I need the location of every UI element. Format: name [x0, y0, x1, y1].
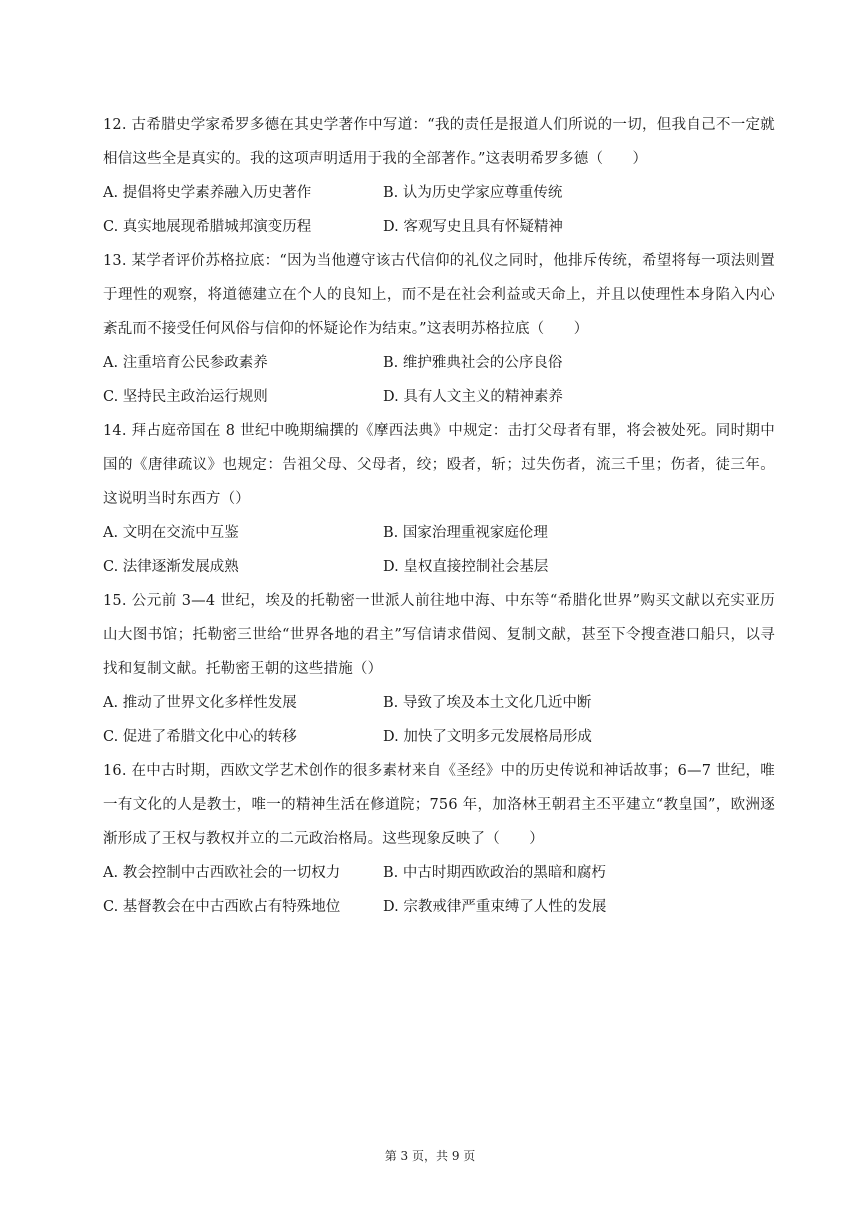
option-b: B. 国家治理重视家庭伦理 [383, 525, 548, 541]
option-a: A. 教会控制中古西欧社会的一切权力 [103, 865, 341, 881]
option-c: C. 法律逐渐发展成熟 [103, 559, 239, 575]
option-a: A. 文明在交流中互鉴 [103, 525, 239, 541]
option-b: B. 认为历史学家应尊重传统 [383, 185, 563, 201]
question-15 [103, 584, 775, 754]
question-options [103, 686, 775, 754]
option-a: A. 注重培育公民参政素养 [103, 355, 268, 371]
option-b: B. 维护雅典社会的公序良俗 [383, 355, 563, 371]
question-options [103, 856, 775, 924]
option-d: D. 客观写史且具有怀疑精神 [383, 219, 563, 235]
question-stem: 14. 拜占庭帝国在 8 世纪中晚期编撰的《摩西法典》中规定：击打父母者有罪，将会被处死。同时期中国的《唐律疏议》也规定：告祖父母、父母者，绞；殴者，斩；过失伤者，流三千里；伤者，徒三年。这说明当时东西方（） [103, 423, 775, 507]
option-d: D. 具有人文主义的精神素养 [383, 389, 563, 405]
question-stem: 15. 公元前 3—4 世纪，埃及的托勒密一世派人前往地中海、中东等“希腊化世界”购买文献以充实亚历山大图书馆；托勒密三世给“世界各地的君主”写信请求借阅、复制文献，甚至下令搜查港口船只，以寻找和复制文献。托勒密王朝的这些措施（） [103, 593, 775, 677]
question-list [103, 108, 775, 924]
question-14 [103, 414, 775, 584]
option-d: D. 宗教戒律严重束缚了人性的发展 [383, 899, 607, 915]
option-c: C. 基督教会在中古西欧占有特殊地位 [103, 899, 341, 915]
option-d: D. 皇权直接控制社会基层 [383, 559, 549, 575]
option-c: C. 促进了希腊文化中心的转移 [103, 729, 297, 745]
question-options [103, 516, 775, 584]
question-options [103, 346, 775, 414]
option-d: D. 加快了文明多元发展格局形成 [383, 729, 592, 745]
question-13 [103, 244, 775, 414]
option-b: B. 导致了埃及本土文化几近中断 [383, 695, 592, 711]
option-c: C. 坚持民主政治运行规则 [103, 389, 268, 405]
question-options [103, 176, 775, 244]
question-12 [103, 108, 775, 244]
option-c: C. 真实地展现希腊城邦演变历程 [103, 219, 312, 235]
question-stem: 12. 古希腊史学家希罗多德在其史学著作中写道：“我的责任是报道人们所说的一切，但我自己不一定就相信这些全是真实的。我的这项声明适用于我的全部著作。”这表明希罗多德（ ） [103, 117, 775, 167]
page-footer [0, 1147, 860, 1164]
question-16 [103, 754, 775, 924]
option-a: A. 提倡将史学素养融入历史著作 [103, 185, 312, 201]
option-a: A. 推动了世界文化多样性发展 [103, 695, 297, 711]
page-number: 第 3 页，共 9 页 [384, 1149, 476, 1163]
option-b: B. 中古时期西欧政治的黑暗和腐朽 [383, 865, 606, 881]
question-stem: 16. 在中古时期，西欧文学艺术创作的很多素材来自《圣经》中的历史传说和神话故事；6—7 世纪，唯一有文化的人是教士，唯一的精神生活在修道院；756 年，加洛林王朝君主丕平建立“教皇国”，欧洲逐渐形成了王权与教权并立的二元政治格局。这些现象反映了（ ） [103, 763, 775, 847]
question-stem: 13. 某学者评价苏格拉底：“因为当他遵守该古代信仰的礼仪之同时，他排斥传统，希望将每一项法则置于理性的观察，将道德建立在个人的良知上，而不是在社会利益或天命上，并且以使理性本身陷入内心紊乱而不接受任何风俗与信仰的怀疑论作为结束。”这表明苏格拉底（ ） [103, 253, 775, 337]
